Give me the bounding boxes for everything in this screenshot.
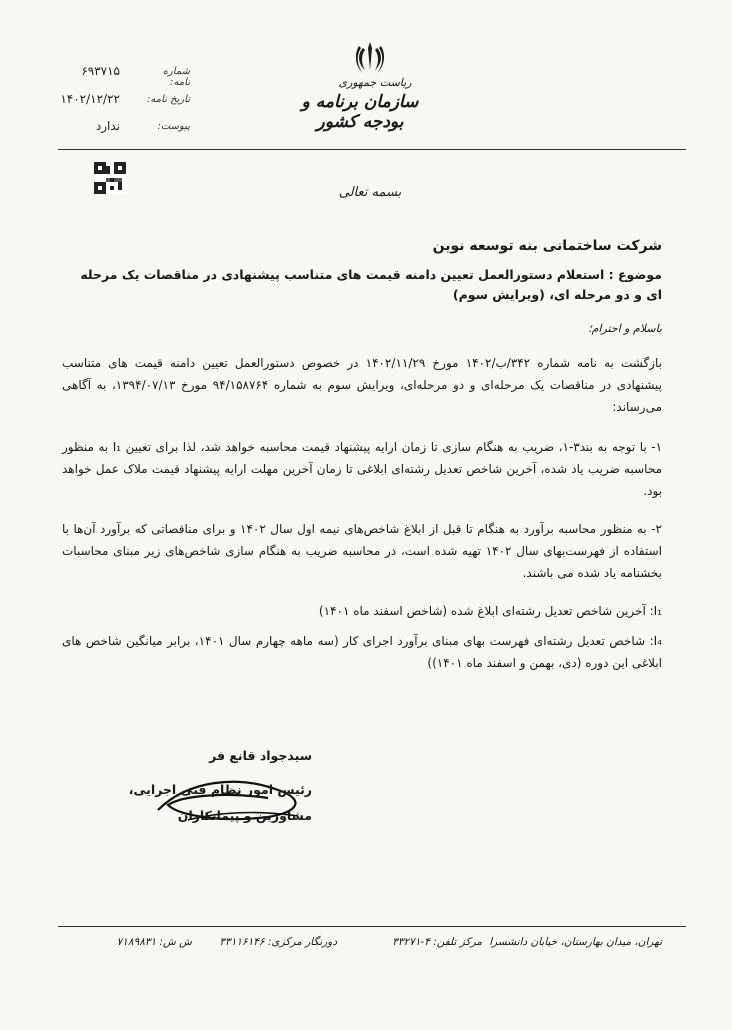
basmala: بسمه تعالی (338, 185, 402, 200)
signer-title-line1: رئیس امور نظام فنی اجرایی، (128, 782, 312, 797)
org-name: سازمان برنامه و بودجه کشور (301, 92, 419, 132)
body-item-2: ۲- به منظور محاسبه برآورد به هنگام تا قبل از ابلاغ شاخص‌های نیمه اول سال ۱۴۰۲ و برای مناقصاتی که برآورد آن‌ها با استفاده از فهرست‌بهای سال ۱۴۰۲ تهیه شده است، در محاسبه ضریب به هنگام سازی شاخص‌های زیر مبنای محاسبات بخشنامه یاد شده می باشند. (62, 522, 662, 580)
letter-date-label: تاریخ نامه: (147, 94, 190, 105)
footer-fax: دورنگار مرکزی: ۳۳۱۱۶۱۴۶ (219, 936, 337, 948)
recipient: شرکت ساختمانی بنه توسعه نوین (432, 238, 662, 254)
signer-name: سیدجواد قانع فر (209, 748, 312, 763)
header-divider (58, 149, 686, 150)
body-item-1: ۱- با توجه به بند۳-۱، ضریب به هنگام سازی تا زمان ارایه پیشنهاد قیمت محاسبه خواهد شد، لذا برای تعیین I₁ به منظور محاسبه ضریب یاد شده، آخرین شاخص تعدیل رشته‌ای ابلاغی تا زمان آخرین مهلت ارایه پیشنهاد قیمت ملاک عمل خواهد بود. (62, 440, 663, 498)
footer-phone: مرکز تلفن: ۴-۳۳۲۷۱ (392, 936, 482, 948)
attachment-value: ندارد (95, 119, 120, 133)
definition-i1: I₁: آخرین شاخص تعدیل رشته‌ای ابلاغ شده (شاخص اسفند ماه ۱۴۰۱) (318, 604, 662, 618)
definition-i4: I₄: شاخص تعدیل رشته‌ای فهرست بهای مبنای برآورد اجرای کار (سه ماهه چهارم سال ۱۴۰۱، برابر میانگین شاخص های ابلاغی این دوره (دی، بهمن و اسفند ماه ۱۴۰۱)) (62, 634, 662, 670)
footer-postal: ش ش: ۷۱۸۹۸۳۱ (116, 936, 192, 948)
greeting: باسلام و احترام؛ (588, 322, 662, 335)
letter-number: ۶۹۳۷۱۵ (81, 64, 120, 78)
qr-code-icon (94, 162, 126, 194)
iran-emblem-icon (353, 40, 387, 76)
signer-title-line2: مشاورین و پیمانکاران (177, 808, 312, 823)
footer-address: تهران، میدان بهارستان، خیابان دانشسرا (489, 936, 662, 948)
subject: موضوع : استعلام دستورالعمل تعیین دامنه قیمت های متناسب پیشنهادی در مناقصات یک مرحله ای و دو مرحله ای، (ویرایش سوم) (80, 267, 662, 302)
letter-date: ۱۴۰۲/۱۲/۲۲ (60, 92, 120, 106)
org-subtitle: ریاست جمهوری (338, 76, 412, 89)
letter-number-label: شماره نامه: (162, 66, 190, 88)
attachment-label: پیوست: (157, 121, 190, 132)
footer-divider (58, 926, 686, 927)
body-intro: بازگشت به نامه شماره ۳۴۲/ب/۱۴۰۲ مورخ ۱۴۰۲/۱۱/۲۹ در خصوص دستورالعمل تعیین دامنه قیمت های متناسب پیشنهادی در مناقصات یک مرحله‌ای و دو مرحله‌ای، ویرایش سوم به شماره ۹۴/۱۵۸۷۶۴ مورخ ۱۳۹۴/۰۷/۱۳، به آگاهی می‌رساند: (62, 356, 663, 414)
